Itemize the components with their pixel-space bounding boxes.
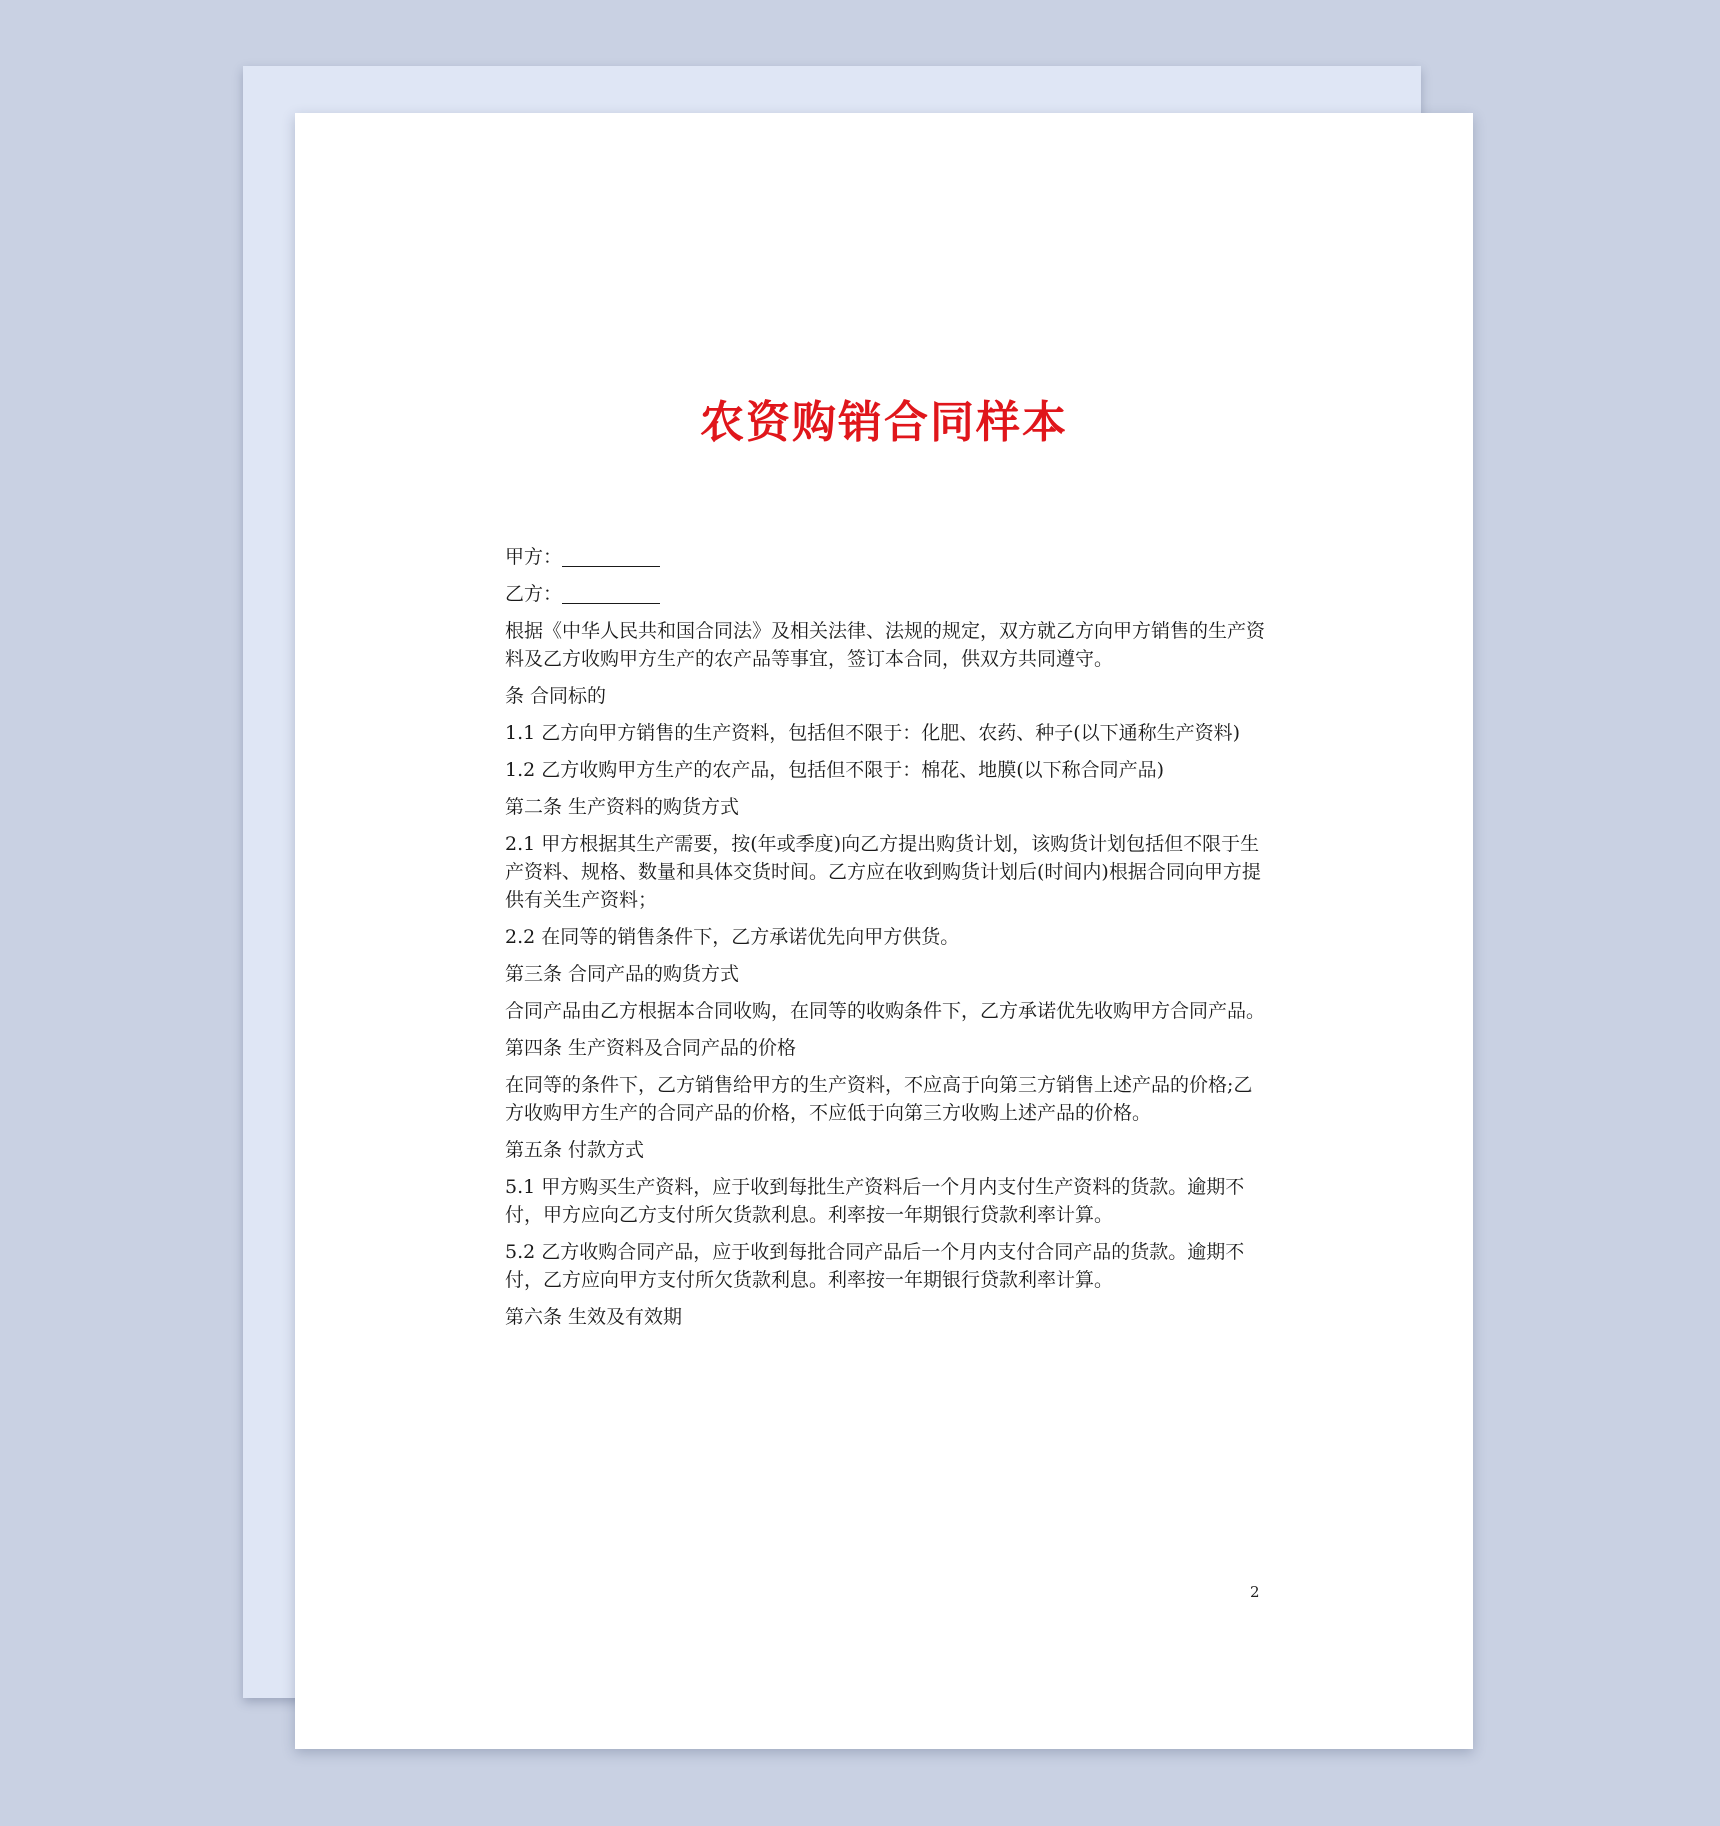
article-4-paragraph: 在同等的条件下，乙方销售给甲方的生产资料，不应高于向第三方销售上述产品的价格;乙方收购甲方生产的合同产品的价格，不应低于向第三方收购上述产品的价格。 — [505, 1074, 1253, 1124]
clause-1-2: 1.2 乙方收购甲方生产的农产品，包括但不限于：棉花、地膜(以下称合同产品) — [505, 759, 1165, 781]
party-a-blank — [562, 546, 660, 567]
clause-2-2: 2.2 在同等的销售条件下，乙方承诺优先向甲方供货。 — [505, 926, 960, 948]
article-6-heading: 第六条 生效及有效期 — [505, 1306, 683, 1328]
document-title: 农资购销合同样本 — [700, 397, 1068, 448]
clause-5-2: 5.2 乙方收购合同产品，应于收到每批合同产品后一个月内支付合同产品的货款。逾期不付，乙方应向甲方支付所欠货款利息。利率按一年期银行贷款利率计算。 — [505, 1241, 1245, 1291]
article-1-heading: 条 合同标的 — [505, 685, 607, 707]
party-b-line — [505, 580, 1265, 608]
article-3-heading: 第三条 合同产品的购货方式 — [505, 963, 740, 985]
article-3-paragraph: 合同产品由乙方根据本合同收购，在同等的收购条件下，乙方承诺优先收购甲方合同产品。 — [505, 1000, 1266, 1022]
party-a-label: 甲方： — [505, 546, 563, 568]
document-body — [505, 543, 1265, 1340]
party-b-label: 乙方： — [505, 583, 563, 605]
article-5-heading: 第五条 付款方式 — [505, 1139, 645, 1161]
article-2-heading: 第二条 生产资料的购货方式 — [505, 796, 740, 818]
article-4-heading: 第四条 生产资料及合同产品的价格 — [505, 1037, 797, 1059]
party-a-line — [505, 543, 1265, 571]
page-number: 2 — [1250, 1583, 1260, 1601]
clause-2-1: 2.1 甲方根据其生产需要，按(年或季度)向乙方提出购货计划，该购货计划包括但不限于生产资料、规格、数量和具体交货时间。乙方应在收到购货计划后(时间内)根据合同向甲方提供有关生产资料； — [505, 833, 1261, 911]
preamble-paragraph: 根据《中华人民共和国合同法》及相关法律、法规的规定，双方就乙方向甲方销售的生产资料及乙方收购甲方生产的农产品等事宜，签订本合同，供双方共同遵守。 — [505, 620, 1266, 670]
document-page — [295, 113, 1473, 1749]
party-b-blank — [562, 583, 660, 604]
clause-5-1: 5.1 甲方购买生产资料，应于收到每批生产资料后一个月内支付生产资料的货款。逾期不付，甲方应向乙方支付所欠货款利息。利率按一年期银行贷款利率计算。 — [505, 1176, 1245, 1226]
clause-1-1: 1.1 乙方向甲方销售的生产资料，包括但不限于：化肥、农药、种子(以下通称生产资料) — [505, 722, 1241, 744]
